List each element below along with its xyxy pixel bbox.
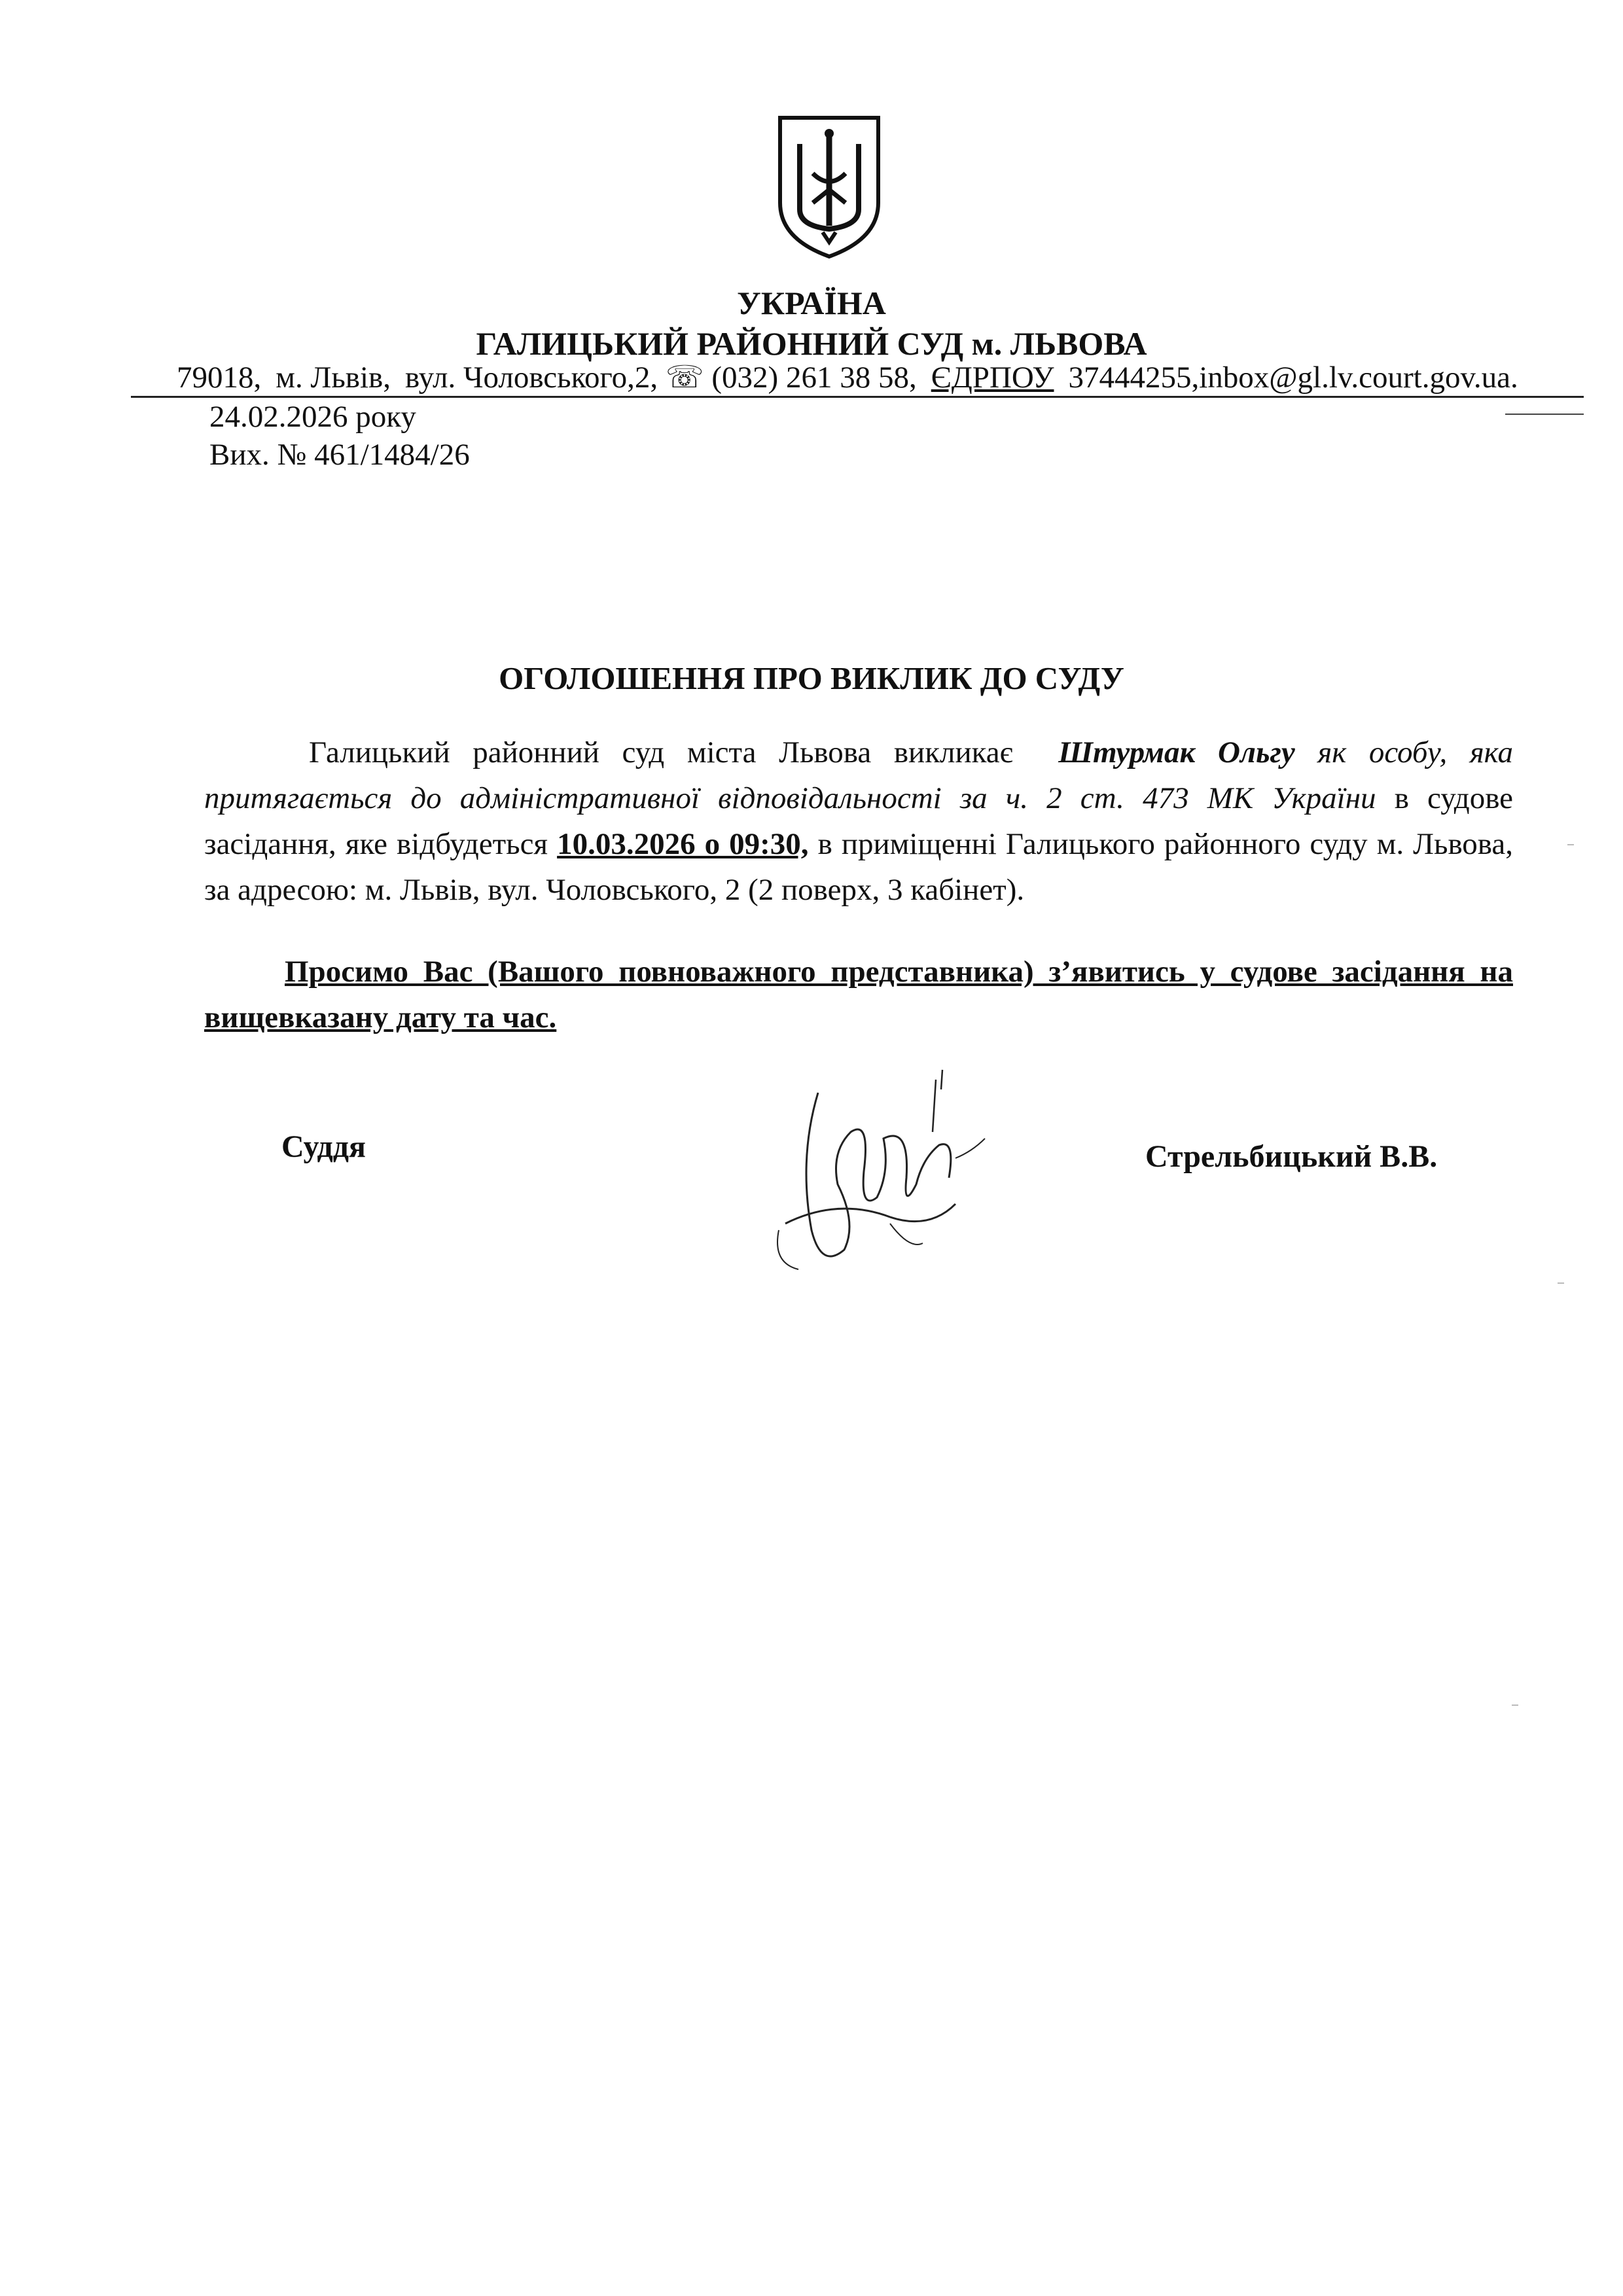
outgoing-number: Вих. № 461/1484/26 [209,438,470,472]
court-address-line [177,359,1584,397]
city: м. Львів, [276,361,391,395]
phone-number: (032) 261 38 58, [711,361,917,395]
paragraph-1-intro: Галицький районний суд міста Львова викликає [309,735,1013,769]
document-date: 24.02.2026 року [209,400,416,434]
hearing-datetime: 10.03.2026 о 09:30, [557,827,809,861]
tryzub-coat-of-arms-icon [774,111,885,262]
scan-speck [1567,844,1574,845]
country-heading: УКРАЇНА [737,285,886,321]
court-name-heading: ГАЛИЦЬКИЙ РАЙОННИЙ СУД м. ЛЬВОВА [476,325,1147,362]
summoned-person-name: Штурмак Ольгу [1058,735,1295,769]
scan-speck [1512,1704,1518,1706]
notice-paragraph-1 [204,730,1513,913]
notice-title: ОГОЛОШЕННЯ ПРО ВИКЛИК ДО СУДУ [499,660,1124,696]
edrpou-email: 37444255,inbox@gl.lv.court.gov.ua. [1068,361,1518,395]
legal-basis: як особу, яка притягається до адміністративної відповідальності за ч. 2 ст. 473 МК України [204,735,1513,815]
paragraph-1-hearing: в судове засідання, яке відбудеться [204,781,1513,861]
judge-label: Суддя [281,1129,366,1164]
street: вул. Чоловського,2, [405,361,658,395]
notice-paragraph-2 [204,949,1513,1040]
postcode: 79018, [177,361,262,395]
judge-signature [759,1053,995,1276]
judge-name: Стрельбицький В.В. [1145,1139,1438,1174]
header-divider-tail [1505,414,1584,415]
appearance-request: Просимо Вас (Вашого повноважного представника) з’явитись у судове засідання на вищевказану дату та час. [204,955,1513,1034]
scan-speck [1558,1282,1564,1284]
hearing-location: в приміщенні Галицького районного суду м. Львова, за адресою: м. Львів, вул. Чоловського, 2 (2 поверх, 3 кабінет). [204,827,1513,907]
telephone-icon: ☏ [665,361,704,395]
edrpou-label: ЄДРПОУ [931,361,1054,395]
